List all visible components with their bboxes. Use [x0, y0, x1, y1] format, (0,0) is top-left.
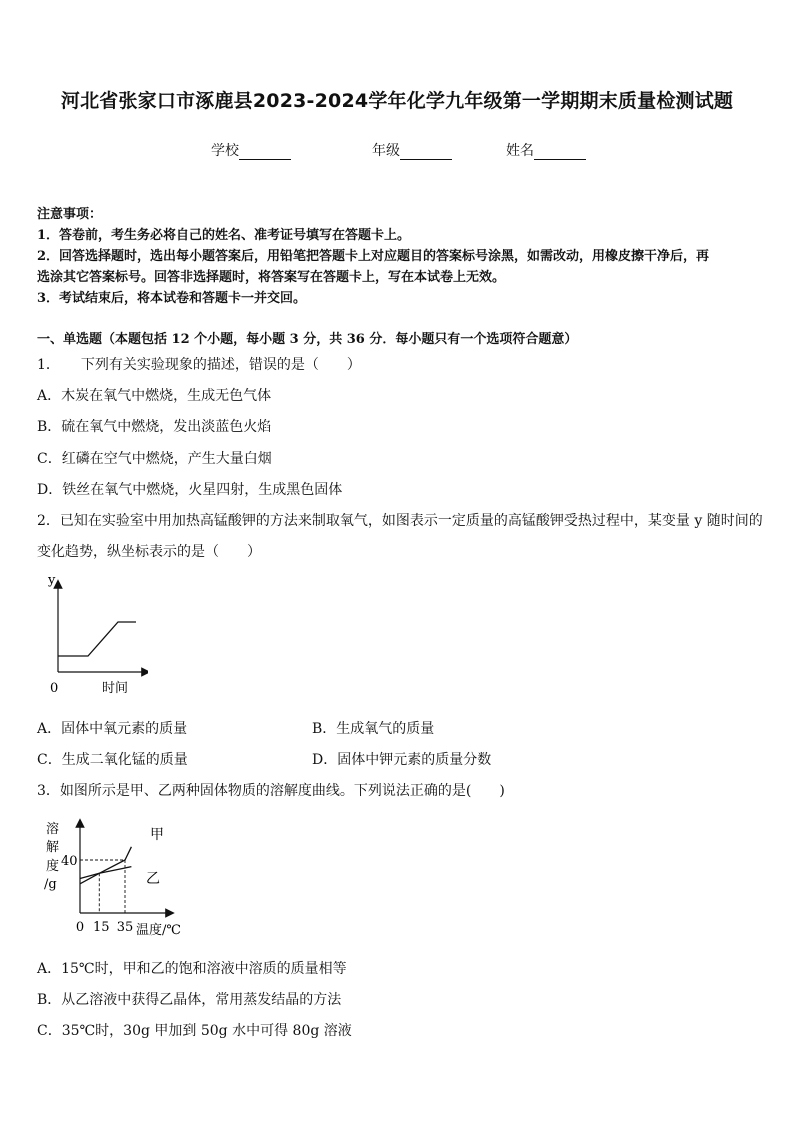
q2-option-b: B．生成氧气的质量	[312, 721, 435, 737]
grade-label: 年级	[372, 143, 400, 159]
q2-option-a: A．固体中氧元素的质量	[37, 721, 188, 737]
q3-x-tick-15: 15	[93, 920, 110, 935]
q3-stem: 3．如图所示是甲、乙两种固体物质的溶解度曲线。下列说法正确的是( )	[37, 783, 505, 799]
q3-x-label: 温度/℃	[136, 923, 181, 938]
q1-option-b: B．硫在氧气中燃烧，发出淡蓝色火焰	[37, 419, 272, 435]
q1-stem: 1． 下列有关实验现象的描述，错误的是（ ）	[37, 357, 361, 373]
notice-item-2: 2．回答选择题时，选出每小题答案后，用铅笔把答题卡上对应题目的答案标号涂黑，如需改动，用橡皮擦干净后，再	[37, 249, 710, 264]
name-blank[interactable]	[534, 145, 586, 160]
q3-y-tick-40: 40	[61, 854, 78, 869]
notice-item-3: 3．考试结束后，将本试卷和答题卡一并交回。	[37, 291, 307, 306]
name-field[interactable]	[506, 140, 586, 160]
q3-x-tick-0: 0	[75, 920, 85, 935]
q2-option-d: D．固体中钾元素的质量分数	[312, 752, 492, 768]
q1-option-d: D．铁丝在氧气中燃烧，火星四射，生成黑色固体	[37, 482, 343, 498]
section-heading: 一、单选题（本题包括 12 个小题，每小题 3 分，共 36 分．每小题只有一个选项符合题意）	[37, 332, 578, 347]
notice-item-2-cont: 选涂其它答案标号。回答非选择题时，将答案写在答题卡上，写在本试卷上无效。	[37, 270, 506, 285]
school-blank[interactable]	[239, 145, 291, 160]
q2-option-c: C．生成二氧化锰的质量	[37, 752, 188, 768]
q2-stem-line2: 变化趋势，纵坐标表示的是（ ）	[37, 544, 261, 560]
q2-y-label: y	[48, 573, 56, 588]
q3-option-c: C．35℃时，30g 甲加到 50g 水中可得 80g 溶液	[37, 1023, 352, 1039]
school-label: 学校	[211, 143, 239, 159]
q2-chart	[38, 570, 148, 700]
q2-x-label: 时间	[102, 681, 129, 696]
notice-item-1: 1．答卷前，考生务必将自己的姓名、准考证号填写在答题卡上。	[37, 228, 411, 243]
q3-y-label-2: 解	[46, 840, 60, 855]
q3-series-yi-label: 乙	[146, 871, 160, 887]
q2-curve	[58, 622, 136, 656]
grade-field[interactable]	[372, 140, 452, 160]
q3-curve-jia	[80, 847, 131, 884]
q1-option-c: C．红磷在空气中燃烧，产生大量白烟	[37, 451, 272, 467]
q3-curve-yi	[80, 867, 131, 879]
q3-series-jia-label: 甲	[150, 827, 164, 843]
q3-option-b: B．从乙溶液中获得乙晶体，常用蒸发结晶的方法	[37, 992, 342, 1008]
q3-y-label-4: /g	[44, 877, 57, 892]
page-title: 河北省张家口市涿鹿县2023-2024学年化学九年级第一学期期末质量检测试题	[60, 90, 734, 112]
q3-y-label-1: 溶	[46, 822, 60, 837]
q2-origin-label: 0	[50, 681, 59, 696]
school-field[interactable]	[211, 140, 291, 160]
q1-option-a: A．木炭在氧气中燃烧，生成无色气体	[37, 388, 272, 404]
q3-x-tick-35: 35	[116, 920, 134, 935]
q3-y-label-3: 度	[46, 859, 60, 874]
name-label: 姓名	[506, 143, 534, 159]
q3-option-a: A．15℃时，甲和乙的饱和溶液中溶质的质量相等	[37, 961, 347, 977]
q3-chart	[40, 815, 190, 940]
q2-stem-line1: 2．已知在实验室中用加热高锰酸钾的方法来制取氧气，如图表示一定质量的高锰酸钾受热过程中，某变量 y 随时间的	[37, 513, 763, 529]
notice-heading: 注意事项：	[37, 207, 103, 222]
grade-blank[interactable]	[400, 145, 452, 160]
